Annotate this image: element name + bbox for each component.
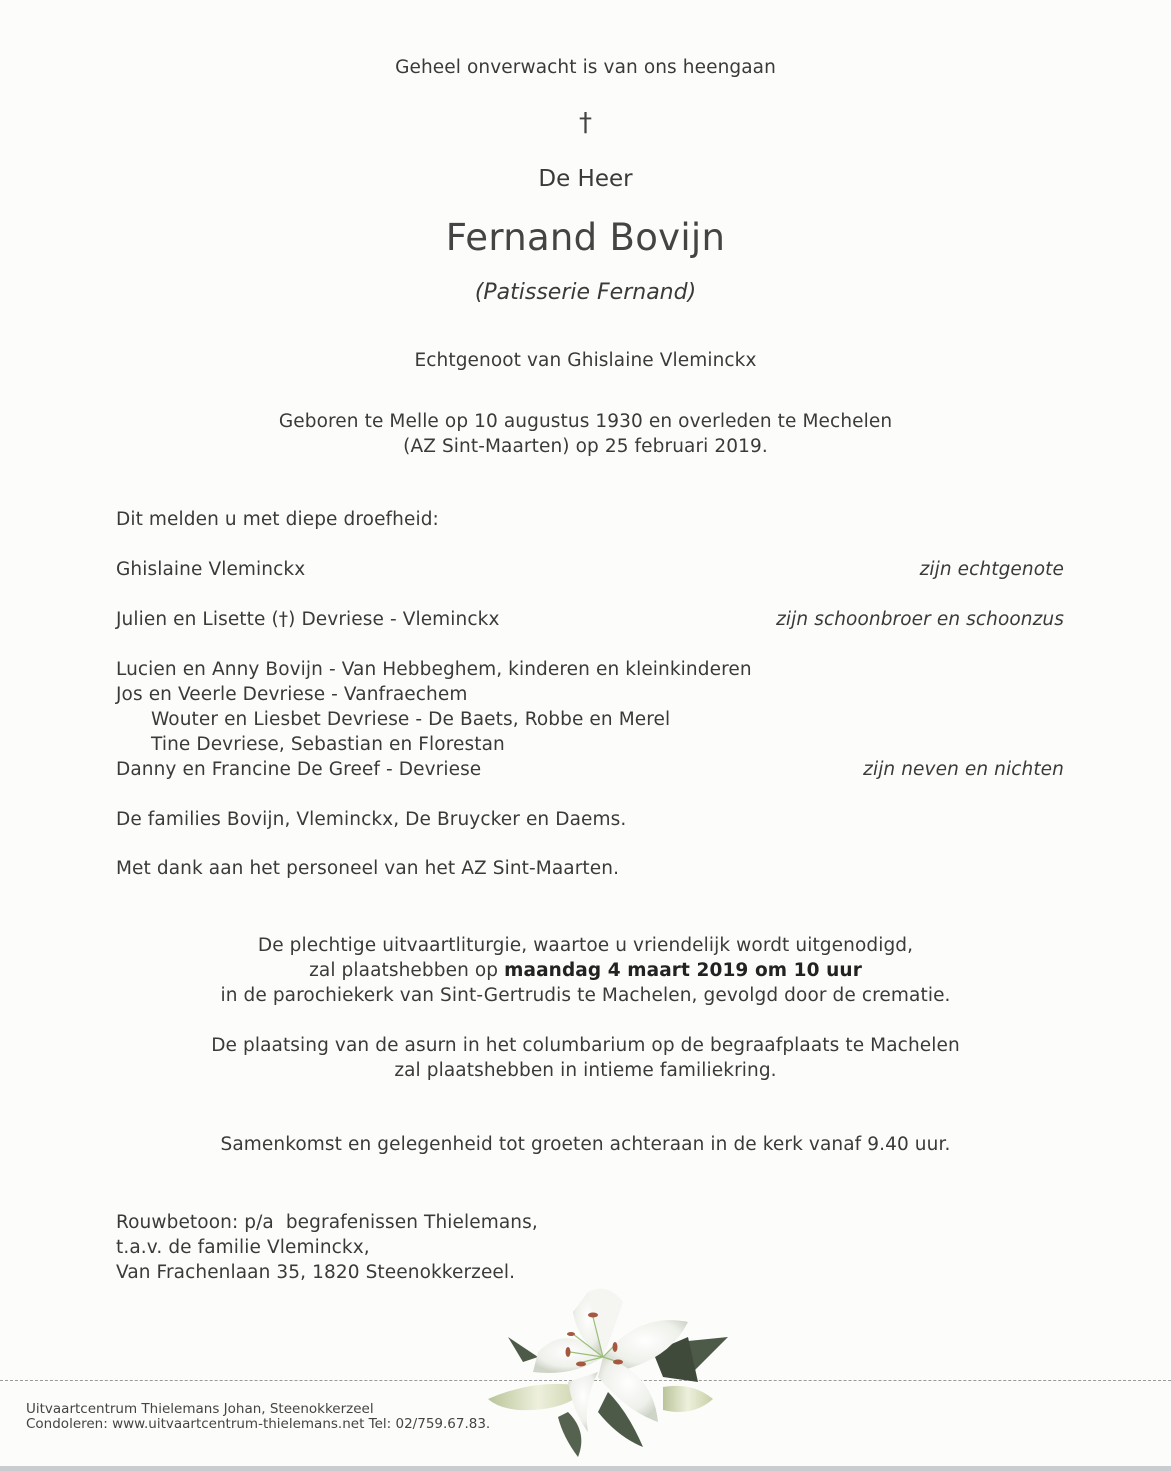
relative-name: Ghislaine Vleminckx [116,559,306,580]
ceremony-line-2-prefix: zal plaatshebben op [309,960,505,981]
relative-relation: zijn neven en nichten [863,759,1064,780]
footer-line-1: Uitvaartcentrum Thielemans Johan, Steenokkerzeel [26,1401,374,1417]
lily-flower-image [478,1262,728,1462]
ceremony-info [0,933,1171,1008]
ceremony-line-2 [0,958,1171,983]
birth-line-2: (AZ Sint-Maarten) op 25 februari 2019. [403,436,768,457]
thanks-line: Met dank aan het personeel van het AZ Sint-Maarten. [116,858,620,879]
relative-group-line: Tine Devriese, Sebastian en Florestan [151,734,505,755]
relative-relation: zijn echtgenote [919,559,1064,580]
birth-death-info [0,409,1171,459]
condolence-line-1: Rouwbetoon: p/a begrafenissen Thielemans, [116,1212,538,1233]
bottom-edge-bar [0,1466,1171,1471]
relative-name: Julien en Lisette (†) Devriese - Vleminckx [116,609,500,630]
cross-icon: † [579,108,592,138]
families-line: De families Bovijn, Vleminckx, De Bruycker en Daems. [116,809,627,830]
urn-line-1: De plaatsing van de asurn in het columbarium op de begraafplaats te Machelen [211,1035,960,1056]
relative-group-line: Lucien en Anny Bovijn - Van Hebbeghem, kinderen en kleinkinderen [116,659,752,680]
intro-line: Geheel onverwacht is van ons heengaan [395,57,776,78]
gathering-line: Samenkomst en gelegenheid tot groeten achteraan in de kerk vanaf 9.40 uur. [220,1134,951,1155]
nickname: (Patisserie Fernand) [474,280,697,305]
relative-group-line: Danny en Francine De Greef - Devriese [116,759,482,780]
condolence-line-2: t.a.v. de familie Vleminckx, [116,1237,370,1258]
ceremony-line-1: De plechtige uitvaartliturgie, waartoe u vriendelijk wordt uitgenodigd, [257,935,914,956]
urn-info [0,1033,1171,1083]
spouse-line: Echtgenoot van Ghislaine Vleminckx [414,350,757,371]
announcement-intro: Dit melden u met diepe droefheid: [116,509,439,530]
relative-group-line: Wouter en Liesbet Devriese - De Baets, Robbe en Merel [151,709,671,730]
deceased-name: Fernand Bovijn [445,216,726,259]
ceremony-line-3: in de parochiekerk van Sint-Gertrudis te Machelen, gevolgd door de crematie. [220,985,951,1006]
relative-group-line: Jos en Veerle Devriese - Vanfraechem [116,684,468,705]
honorific-title: De Heer [538,166,633,192]
birth-line-1: Geboren te Melle op 10 augustus 1930 en overleden te Mechelen [278,411,893,432]
condolence-line-3: Van Frachenlaan 35, 1820 Steenokkerzeel. [116,1262,516,1283]
relative-relation: zijn schoonbroer en schoonzus [776,609,1064,630]
urn-line-2: zal plaatshebben in intieme familiekring. [394,1060,777,1081]
condolence-address [116,1210,538,1285]
funeral-home-footer [26,1402,490,1432]
ceremony-date: maandag 4 maart 2019 om 10 uur [504,960,862,981]
footer-line-2[interactable]: Condoleren: www.uitvaartcentrum-thielemans.net Tel: 02/759.67.83. [26,1416,491,1432]
